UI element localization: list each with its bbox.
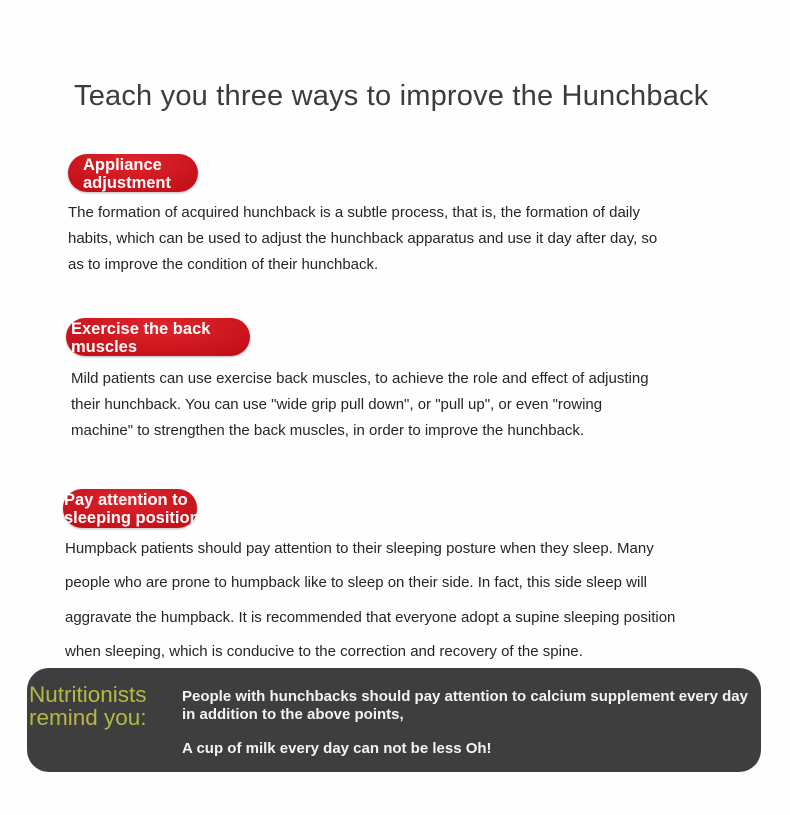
badge-label: muscles xyxy=(71,338,138,356)
nutritionist-note-box xyxy=(27,668,761,772)
note-label xyxy=(29,684,147,729)
badge-appliance-adjustment xyxy=(68,154,198,192)
paragraph-line: machine" to strengthen the back muscles, in order to improve the hunchback. xyxy=(71,422,585,439)
badge-label: Exercise the back xyxy=(71,320,211,338)
note-text-line: People with hunchbacks should pay attention to calcium supplement every day xyxy=(182,688,748,705)
paragraph-line: aggravate the humpback. It is recommended that everyone adopt a supine sleeping position xyxy=(65,608,676,626)
note-text-line: A cup of milk every day can not be less Oh! xyxy=(182,740,492,757)
note-label-line: remind you: xyxy=(29,704,147,730)
badge-sleeping-position xyxy=(63,489,200,528)
paragraph-line: as to improve the condition of their hunchback. xyxy=(68,256,379,273)
note-text-line: in addition to the above points, xyxy=(182,706,404,723)
page-title: Teach you three ways to improve the Hunchback xyxy=(74,80,709,113)
note-label-line: Nutritionists xyxy=(29,682,147,707)
badge-exercise-back-muscles xyxy=(66,318,250,356)
badge-label: adjustment xyxy=(83,174,172,192)
paragraph-line: The formation of acquired hunchback is a subtle process, that is, the formation of daily xyxy=(68,204,640,221)
note-text-calcium xyxy=(182,688,748,724)
paragraph-line: Mild patients can use exercise back muscles, to achieve the role and effect of adjusting xyxy=(71,370,649,387)
paragraph-line: Humpback patients should pay attention to their sleeping posture when they sleep. Many xyxy=(65,540,654,557)
note-text-milk xyxy=(182,740,492,758)
paragraph-exercise-back-muscles xyxy=(71,366,649,444)
badge-label: Appliance xyxy=(83,156,162,174)
paragraph-appliance-adjustment xyxy=(68,200,657,278)
badge-label: sleeping position xyxy=(64,509,200,527)
badge-label: Pay attention to xyxy=(64,491,188,509)
paragraph-line: when sleeping, which is conducive to the correction and recovery of the spine. xyxy=(65,643,583,661)
paragraph-line: habits, which can be used to adjust the hunchback apparatus and use it day after day, so xyxy=(68,230,658,247)
paragraph-line: their hunchback. You can use "wide grip pull down", or "pull up", or even "rowing xyxy=(71,396,603,413)
paragraph-line: people who are prone to humpback like to sleep on their side. In fact, this side sleep will xyxy=(65,574,647,592)
paragraph-sleeping-position xyxy=(65,532,675,670)
